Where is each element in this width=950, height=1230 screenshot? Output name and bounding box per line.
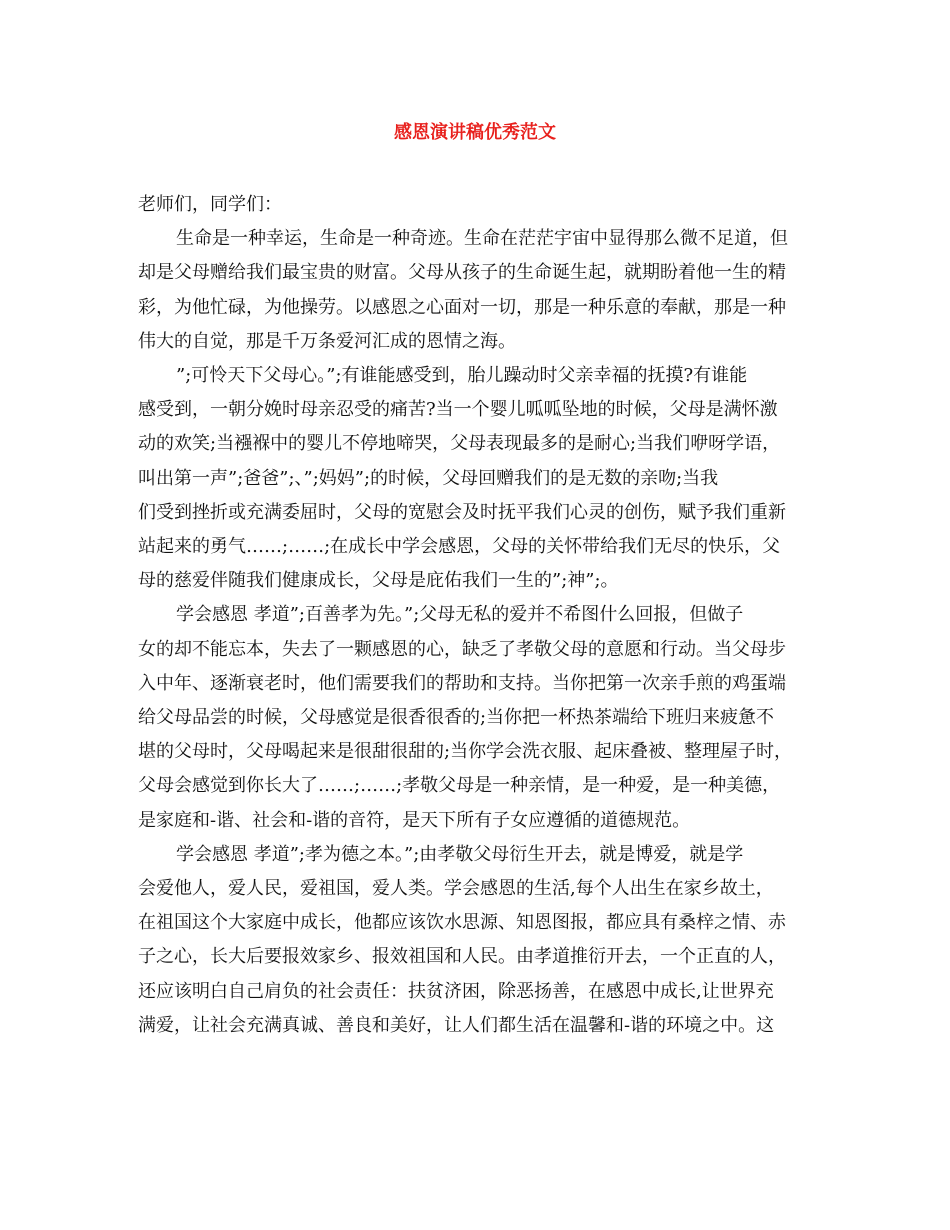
text-line: 父母会感觉到你长大了……;……;孝敬父母是一种亲情，是一种爱，是一种美德， — [138, 775, 781, 797]
text-line: 伟大的自觉，那是千万条爱河汇成的恩情之海。 — [138, 330, 516, 352]
text-line: 是家庭和-谐、社会和-谐的音符，是天下所有子女应遵循的道德规范。 — [138, 809, 691, 831]
text-line: ”;可怜天下父母心。”;有谁能感受到，胎儿躁动时父亲幸福的抚摸?有谁能 — [176, 365, 748, 387]
text-line: 感受到，一朝分娩时母亲忍受的痛苦?当一个婴儿呱呱坠地的时候，父母是满怀激 — [138, 399, 778, 421]
text-line: 堪的父母时，父母喝起来是很甜很甜的;当你学会洗衣服、起床叠被、整理屋子时， — [138, 741, 793, 763]
text-line: 们受到挫折或充满委屈时，父母的宽慰会及时抚平我们心灵的创伤，赋予我们重新 — [138, 501, 786, 523]
text-line: 彩，为他忙碌，为他操劳。以感恩之心面对一切，那是一种乐意的奉献，那是一种 — [138, 296, 786, 318]
text-line: 学会感恩 孝道”;百善孝为先。”;父母无私的爱并不希图什么回报，但做子 — [176, 604, 744, 626]
document-title: 感恩演讲稿优秀范文 — [394, 122, 556, 143]
text-line: 给父母品尝的时候，父母感觉是很香很香的;当你把一杯热茶端给下班归来疲惫不 — [138, 707, 775, 729]
text-line: 生命是一种幸运，生命是一种奇迹。生命在茫茫宇宙中显得那么微不足道，但 — [176, 228, 788, 250]
greeting: 老师们，同学们： — [138, 194, 282, 215]
text-line: 子之心，长大后要报效家乡、报效祖国和人民。由孝道推衍开去，一个正直的人， — [138, 946, 786, 968]
text-line: 母的慈爱伴随我们健康成长，父母是庇佑我们一生的”;神”;。 — [138, 570, 619, 592]
text-line: 女的却不能忘本，失去了一颗感恩的心，缺乏了孝敬父母的意愿和行动。当父母步 — [138, 638, 786, 660]
text-line: 动的欢笑;当襁褓中的婴儿不停地啼哭，父母表现最多的是耐心;当我们咿呀学语， — [138, 433, 781, 455]
document-body — [138, 188, 818, 1043]
text-line: 学会感恩 孝道”;孝为德之本。”;由孝敬父母衍生开去，就是博爱，就是学 — [176, 843, 744, 865]
text-line: 还应该明白自己肩负的社会责任：扶贫济困，除恶扬善，在感恩中成长,让世界充 — [138, 980, 774, 1002]
paragraph-2 — [138, 359, 818, 598]
text-line: 叫出第一声”;爸爸”;、”;妈妈”;的时候，父母回赠我们的是无数的亲吻;当我 — [138, 467, 719, 489]
text-line: 入中年、逐渐衰老时，他们需要我们的帮助和支持。当你把第一次亲手煎的鸡蛋端 — [138, 672, 786, 694]
paragraph-1 — [138, 222, 818, 359]
text-line: 却是父母赠给我们最宝贵的财富。父母从孩子的生命诞生起，就期盼着他一生的精 — [138, 262, 786, 284]
text-line: 满爱，让社会充满真诚、善良和美好，让人们都生活在温馨和-谐的环境之中。这 — [138, 1014, 775, 1036]
text-line: 会爱他人，爱人民，爱祖国，爱人类。学会感恩的生活,每个人出生在家乡故土， — [138, 878, 774, 900]
paragraph-4 — [138, 838, 818, 1043]
text-line: 在祖国这个大家庭中成长，他都应该饮水思源、知恩图报，都应具有桑梓之情、赤 — [138, 912, 786, 934]
text-line: 站起来的勇气……;……;在成长中学会感恩，父母的关怀带给我们无尽的快乐，父 — [138, 536, 781, 558]
paragraph-3 — [138, 598, 818, 837]
